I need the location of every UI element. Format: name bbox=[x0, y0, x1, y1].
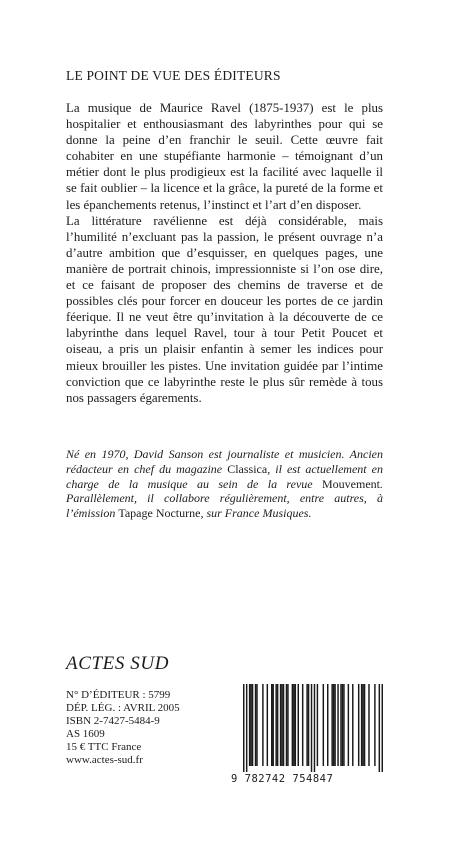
barcode-bar bbox=[298, 684, 299, 766]
barcode-bar bbox=[302, 684, 303, 766]
bio-text-1: Né en 1970, David Sanson est journaliste et musicien. Ancien rédacteur en chef du magazine bbox=[66, 447, 383, 476]
barcode-bar bbox=[262, 684, 263, 766]
bio-magazine: Classica bbox=[227, 461, 268, 476]
barcode-bar bbox=[337, 684, 338, 766]
barcode-bar bbox=[361, 684, 362, 766]
barcode-bar bbox=[334, 684, 335, 766]
bio-text-2: , il est actuellement en charge de la musique au sein de la revue bbox=[66, 461, 383, 491]
barcode-bar bbox=[280, 684, 281, 766]
author-bio bbox=[66, 447, 383, 521]
blurb bbox=[66, 100, 383, 406]
publication-info bbox=[66, 689, 180, 768]
legal-deposit: DÉP. LÉG. : AVRIL 2005 bbox=[66, 702, 180, 715]
barcode-bar bbox=[333, 684, 334, 766]
barcode-bar bbox=[327, 684, 328, 766]
barcode-bar bbox=[374, 684, 375, 766]
barcode-bar bbox=[348, 684, 349, 766]
bio-text-4: , sur France Musiques. bbox=[200, 506, 312, 521]
bio-revue: Mouvement bbox=[322, 476, 380, 491]
barcode-bar bbox=[255, 684, 256, 766]
barcode-bar bbox=[281, 684, 282, 766]
barcode-bars bbox=[231, 682, 383, 772]
barcode-digits: 9 782742 754847 bbox=[231, 773, 334, 785]
barcode-bar bbox=[272, 684, 273, 766]
barcode-bar bbox=[343, 684, 344, 766]
as-code: AS 1609 bbox=[66, 728, 105, 741]
barcode-bar bbox=[311, 684, 312, 772]
barcode-bar bbox=[342, 684, 343, 766]
barcode-bar bbox=[340, 684, 341, 766]
barcode-bar bbox=[287, 684, 288, 766]
isbn: ISBN 2-7427-5484-9 bbox=[66, 715, 160, 728]
bio-emission: Tapage Nocturne bbox=[118, 506, 201, 521]
barcode-bar bbox=[243, 684, 244, 772]
barcode-bar bbox=[277, 684, 278, 766]
barcode bbox=[231, 682, 383, 772]
barcode-bar bbox=[364, 684, 365, 766]
barcode-bar bbox=[246, 684, 247, 772]
blurb-paragraph-2: La littérature ravélienne est déjà considérable, mais l’humilité n’excluant pas la passion, le présent ouvrage n’a d’autre ambition que d’esquisser, en quelques pages, une manière de portrait chinois, impressionniste si l’on ose dire, et ce faisant de proposer des chemins de traverse et de possibles clés pour forcer en douceur les portes de ce jardin féerique. Il ne veut être qu’invitation à la découverte de ce labyrinthe dans lequel Ravel, tour à tour Petit Poucet et oiseau, a pris un plaisir enfantin à semer les indices pour mieux brouiller les pistes. Une invitation guidée par l’intime conviction que ce labyrinthe reste le plus sûr remède à tous nos passagers égarements. bbox=[66, 213, 383, 405]
publisher-logo: ACTES SUD bbox=[66, 653, 170, 674]
blurb-paragraph-1: La musique de Maurice Ravel (1875-1937) est le plus hospitalier et enthousiasmant des labyrinthes pour qui se donne la peine d’en franchir le seuil. Cette œuvre fait cohabiter en une stupéfiante harmonie – témoignant d’un métier dont le plus prodigieux est la facilité avec laquelle il se fait oublier – la licence et la grâce, la pureté de la forme et les épanchements retenus, l’instinct et l’art d’en disposer. bbox=[66, 101, 383, 212]
barcode-bar bbox=[271, 684, 272, 766]
barcode-bar bbox=[252, 684, 253, 766]
website: www.actes-sud.fr bbox=[66, 754, 143, 767]
barcode-bar bbox=[314, 684, 315, 772]
barcode-bar bbox=[292, 684, 293, 766]
price: 15 € TTC France bbox=[66, 741, 142, 754]
editor-number: N° D’ÉDITEUR : 5799 bbox=[66, 689, 171, 701]
bio-text-3: . Parallèlement, il collabore régulièrement, entre autres, à l’émission bbox=[66, 476, 383, 521]
section-heading: LE POINT DE VUE DES ÉDITEURS bbox=[66, 68, 281, 83]
barcode-bar bbox=[358, 684, 359, 766]
barcode-bar bbox=[250, 684, 251, 766]
barcode-bar bbox=[362, 684, 363, 766]
barcode-bar bbox=[331, 684, 332, 766]
barcode-bar bbox=[267, 684, 268, 766]
barcode-bar bbox=[306, 684, 307, 766]
barcode-bar bbox=[283, 684, 284, 766]
barcode-bar bbox=[379, 684, 380, 772]
barcode-bar bbox=[286, 684, 287, 766]
barcode-bar bbox=[275, 684, 276, 766]
barcode-bar bbox=[382, 684, 383, 772]
barcode-bar bbox=[295, 684, 296, 766]
barcode-bar bbox=[249, 684, 250, 766]
barcode-bar bbox=[352, 684, 353, 766]
barcode-bar bbox=[293, 684, 294, 766]
barcode-bar bbox=[256, 684, 257, 766]
barcode-bar bbox=[368, 684, 369, 766]
barcode-bar bbox=[323, 684, 324, 766]
barcode-bar bbox=[317, 684, 318, 766]
barcode-bar bbox=[308, 684, 309, 766]
